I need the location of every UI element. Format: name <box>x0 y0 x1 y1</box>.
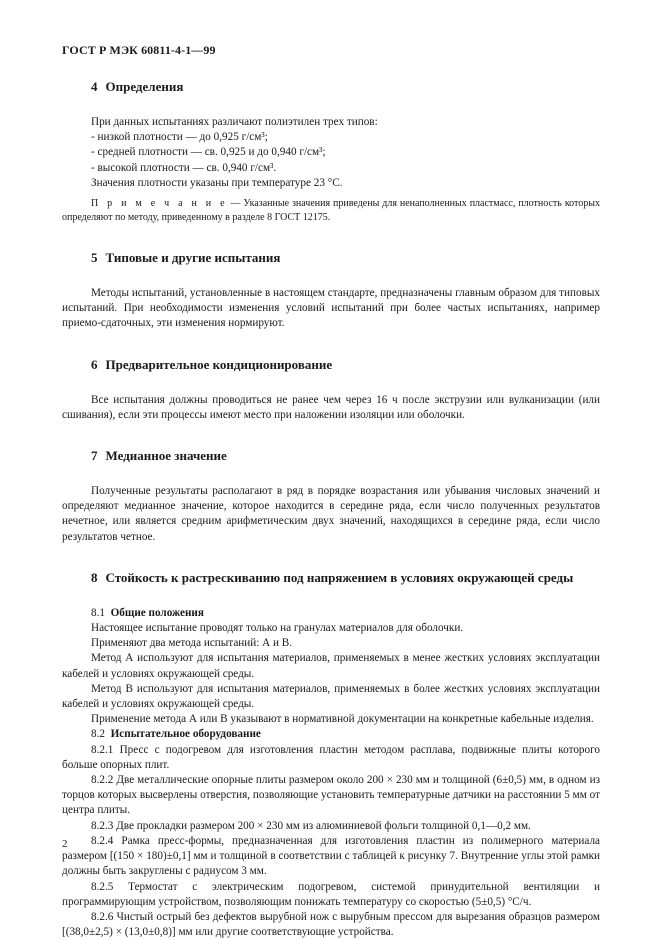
subsection-8-1-heading <box>62 606 600 621</box>
paragraph: Метод В используют для испытания материалов, применяемых в более жестких условиях эксплуатации кабелей и условиях окружающей среды. <box>62 682 600 711</box>
subsection-8-2-heading <box>62 727 600 742</box>
section-8-heading <box>62 569 600 586</box>
section-5-heading <box>62 249 600 266</box>
section-number: 8 <box>91 569 98 585</box>
document-header: ГОСТ Р МЭК 60811-4-1—99 <box>62 43 216 57</box>
section-6-heading <box>62 356 600 373</box>
section-6-text: Все испытания должны проводиться не ранее чем через 16 ч после экструзии или вулканизации (или сшивания), если эти процессы имеют место при наложении изоляции или оболочки. <box>62 393 600 421</box>
item-8-2-4: 8.2.4 Рамка пресс-формы, предназначенная для изготовления пластин из полимерного материала размером [(150 × 180)±0,1] мм и толщиной в соответствии с таблицей к рисунку 7. Внутренние углы этой рамки должны быть закруглены с радиусом 3 мм. <box>62 834 600 878</box>
list-item: - средней плотности — св. 0,925 и до 0,940 г/см³; <box>91 146 326 159</box>
item-8-2-1: 8.2.1 Пресс с подогревом для изготовления пластин методом расплава, подвижные плиты которого больше опорных плит. <box>62 743 600 771</box>
paragraph: Метод А используют для испытания материалов, применяемых в менее жестких условиях эксплуатации кабелей и условиях окружающей среды. <box>62 652 600 680</box>
section-title: Стойкость к растрескиванию под напряжением в условиях окружающей среды <box>105 569 574 585</box>
section-title: Медианное значение <box>105 448 227 464</box>
section-number: 7 <box>91 448 98 464</box>
note-label: П р и м е ч а н и е <box>91 198 228 210</box>
section-4-note <box>62 197 600 225</box>
section-title: Типовые и другие испытания <box>105 250 281 266</box>
item-8-2-6: 8.2.6 Чистый острый без дефектов вырубной нож с вырубным прессом для вырезания образцов размером [(38,0±2,5) × (13,0±0,8)] мм или другие соответствующие устройства. <box>62 910 600 939</box>
item-8-2-5: 8.2.5 Термостат с электрическим подогревом, системой принудительной вентиляции и программирующим устройством, позволяющим понижать температуру со скоростью (5±0,5) °С/ч. <box>62 880 600 908</box>
list-item: - высокой плотности — св. 0,940 г/см³. <box>91 161 277 174</box>
section-number: 5 <box>91 250 98 266</box>
section-number: 4 <box>91 79 98 94</box>
list-item: - низкой плотности — до 0,925 г/см³; <box>91 131 268 144</box>
item-8-2-3: 8.2.3 Две прокладки размером 200 × 230 мм из алюминиевой фольги толщиной 0,1—0,2 мм. <box>91 819 531 832</box>
page-number: 2 <box>62 838 68 850</box>
subsection-title: Испытательное оборудование <box>110 728 261 741</box>
section-4-intro: При данных испытаниях различают полиэтилен трех типов: <box>91 116 378 128</box>
section-5-text: Методы испытаний, установленные в настоящем стандарте, предназначены главным образом для типовых испытаний. При необходимости изменения условий испытаний при более частых испытаниях, например приемо-сдаточных, эти изменения нормируют. <box>62 287 600 330</box>
section-title: Предварительное кондиционирование <box>105 356 333 372</box>
section-4-heading <box>62 78 600 95</box>
paragraph: Применение метода А или В указывают в нормативной документации на конкретные кабельные изделия. <box>91 713 594 726</box>
subsection-number: 8.1 <box>91 606 105 619</box>
paragraph: Настоящее испытание проводят только на гранулах материалов для оболочки. <box>91 622 464 635</box>
paragraph: Применяют два метода испытаний: А и В. <box>91 637 293 650</box>
note-text: — Указанные значения приведены для ненаполненных пластмасс, плотность которых определяют по методу, приведенному в разделе 8 ГОСТ 12175. <box>62 198 600 224</box>
subsection-title: Общие положения <box>110 606 204 619</box>
section-number: 6 <box>91 356 98 372</box>
section-7-heading <box>62 447 600 464</box>
item-8-2-2: 8.2.2 Две металлические опорные плиты размером около 200 × 230 мм и толщиной (6±0,5) мм, в одном из торцов которых высверлены отверстия, позволяющие установить температурные датчики на расстоянии 5 мм от центра плиты. <box>62 774 600 817</box>
density-note: Значения плотности указаны при температуре 23 °С. <box>91 176 343 189</box>
section-7-text: Полученные результаты располагают в ряд в порядке возрастания или убывания числовых значений и определяют медианное значение, которое находится в середине ряда, если число полученных результатов нечетное, или является средним арифметическим двух значений, находящихся в середине ряда, если число результатов четное. <box>62 485 600 543</box>
section-title: Определения <box>105 79 184 94</box>
subsection-number: 8.2 <box>91 728 105 741</box>
document-body <box>62 78 600 940</box>
